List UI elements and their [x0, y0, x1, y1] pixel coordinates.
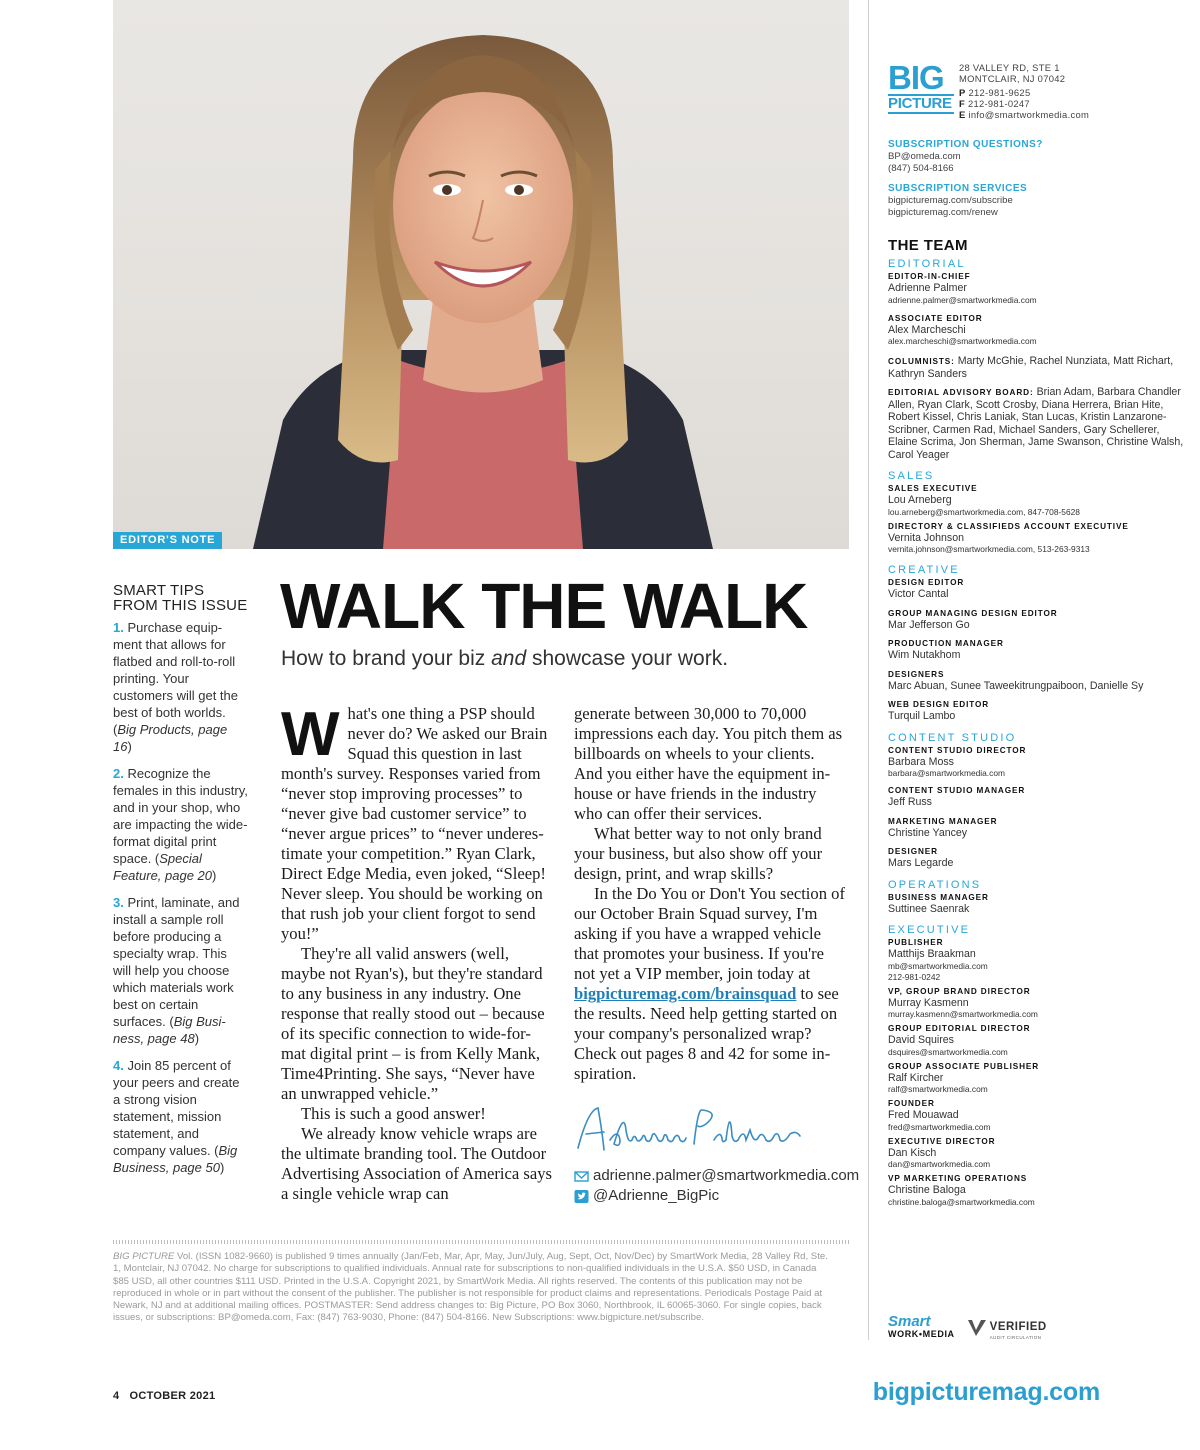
tip-close: )	[212, 868, 217, 883]
role: EDITORIAL ADVISORY BOARD:	[888, 388, 1034, 397]
address-line: 28 VALLEY RD, STE 1	[959, 62, 1060, 73]
role: MARKETING MANAGER	[888, 816, 998, 826]
section-operations: OPERATIONS	[888, 878, 982, 891]
renew-link[interactable]: bigpicturemag.com/renew	[888, 206, 998, 218]
body-column-1	[281, 700, 553, 1204]
tip-item	[113, 619, 248, 755]
email-label: E	[959, 109, 966, 120]
subscription-phone: (847) 504-8166	[888, 162, 954, 174]
fax-label: F	[959, 98, 966, 109]
person-name: Brian Adam, Barbara Chandler Allen, Ryan Clark, Scott Crosby, Diana Herrera, Brian Hite, Robert Kissel, Chris Laniak, Stan Lucas, Kristin Lanzarone-Scribner, Carmen Rad, Michael Sanders, Gary Schellerer, Elaine Scrima, Jon Sherman, Jame Swanson, Christine Walsh, Carol Yeager	[888, 386, 1184, 461]
tip-text: Join 85 percent of your peers and create a strong vision statement, mission statement, and company values. (	[113, 1058, 240, 1158]
tip-number: 2.	[113, 766, 124, 781]
section-content-studio: CONTENT STUDIO	[888, 731, 1017, 744]
body-text: In the Do You or Don't You section of our October Brain Squad survey, I'm asking if you have a wrapped vehicle that promotes your business. If you're not yet a VIP member, join today at	[574, 884, 845, 983]
editor-email[interactable]: adrienne.palmer@smartworkmedia.com	[593, 1167, 860, 1184]
phone-label: P	[959, 87, 966, 98]
body-text: to see the results. Need help getting started on your company's personalized wrap? Check out pages 8 and 42 for some in-spiration.	[574, 984, 839, 1083]
role: PUBLISHER	[888, 938, 944, 947]
dek	[281, 646, 728, 672]
envelope-icon	[574, 1170, 589, 1183]
dek-emphasis: and	[491, 647, 527, 670]
issue-date: OCTOBER 2021	[129, 1390, 216, 1402]
person-name: Alex Marcheschi	[888, 323, 966, 336]
body-paragraph	[281, 700, 553, 944]
person-name: Mar Jefferson Go	[888, 618, 970, 631]
role: VP, GROUP BRAND DIRECTOR	[888, 986, 1031, 996]
page-number: 4	[113, 1390, 120, 1402]
address-line: MONTCLAIR, NJ 07042	[959, 73, 1066, 84]
verified-logo	[967, 1317, 1047, 1340]
role: CONTENT STUDIO MANAGER	[888, 786, 1026, 795]
tip-reference: Big Business, page 50	[113, 1143, 238, 1175]
role: DESIGNERS	[888, 669, 945, 679]
role: SALES EXECUTIVE	[888, 484, 978, 493]
site-url[interactable]: bigpicturemag.com	[872, 1378, 1100, 1406]
section-sales: SALES	[888, 470, 935, 482]
person-email[interactable]: dsquires@smartworkmedia.com	[888, 1046, 1008, 1057]
subscription-email[interactable]: BP@omeda.com	[888, 151, 961, 162]
body-text: hat's one thing a PSP should never do? We asked our Brain Squad this question in last month's survey. Responses varied from “never stop improving processes” to “never give bad customer service” to “never argue prices” to “never underes-timate your competition.” Ryan Clark, Direct Edge Media, even joked, “Sleep! Never sleep. You should be working on that rush job your client forgot to send you!”	[281, 704, 548, 943]
role: FOUNDER	[888, 1099, 935, 1108]
tip-reference: Special Feature, page 20	[113, 851, 213, 883]
smart-tips-sidebar	[113, 583, 248, 1186]
body-paragraph: They're all valid answers (well, maybe not Ryan's), but they're standard to any business in any industry. One response that really stood out – because of its specific connection to wide-for-mat digital print – is from Kelly Mank, Time4Printing. She says, “Never have an unwrapped vehicle.”	[281, 944, 545, 1103]
legal-notice	[113, 1251, 833, 1325]
tip-close: )	[127, 739, 132, 754]
smart-tips-title: SMART TIPS FROM THIS ISSUE	[113, 582, 248, 614]
verified-check-icon	[967, 1319, 987, 1337]
person-email[interactable]: alex.marcheschi@smartworkmedia.com	[888, 336, 1037, 346]
body-paragraph	[574, 884, 846, 1084]
advisory-board	[888, 386, 1188, 461]
person-email[interactable]: christine.baloga@smartworkmedia.com	[888, 1196, 1035, 1207]
person-name: Turquil Lambo	[888, 710, 956, 722]
person-name: Vernita Johnson	[888, 531, 964, 544]
person-email[interactable]: fred@smartworkmedia.com	[888, 1121, 991, 1132]
legal-text: Vol. (ISSN 1082-9660) is published 9 times annually (Jan/Feb, Mar, Apr, May, Jun/July, Aug, Sept, Oct, Nov/Dec) by SmartWork Media, 28 Valley Rd, Ste. 1, Montclair, NJ 07042. No charge for subscriptions to qualified individuals. Annual rate for subscriptions to non-qualified individuals in the U.S.A. $50 USD, in Canada $85 USD, all other countries $111 USD. Printed in the U.S.A. Copyright 2021, by SmartWork Media. All rights reserved. The contents of this publication may not be reproduced in whole or in part without the consent of the publisher. The publisher is not responsible for product claims and representations. Periodicals Postage Paid at Newark, NJ and at additional mailing offices. POSTMASTER: Send address changes to: Big Picture, PO Box 3060, Northbrook, IL 60065-3060. For single copies, back issues, or subscriptions: BP@omeda.com, Fax: (847) 763-9030, Phone: (847) 504-8166. New Subscriptions: www.bigpicture.net/subscribe.	[113, 1251, 828, 1324]
tip-close: )	[219, 1160, 225, 1175]
team-list	[888, 237, 1188, 1208]
person-name: Ralf Kircher	[888, 1071, 944, 1084]
person-email[interactable]: mb@smartworkmedia.com	[888, 960, 988, 971]
page-folio	[113, 1390, 215, 1402]
dotted-divider	[113, 1240, 849, 1244]
masthead-divider	[868, 0, 869, 1340]
person-email[interactable]: lou.arneberg@smartworkmedia.com, 847-708-5628	[888, 506, 1080, 517]
logo-text: VERIFIED	[989, 1320, 1047, 1333]
portrait-illustration	[113, 0, 849, 549]
team-title: THE TEAM	[888, 237, 968, 254]
tip-number: 1.	[113, 620, 124, 635]
twitter-icon	[574, 1190, 589, 1203]
person-name: Jeff Russ	[888, 796, 932, 808]
logo-big: BIG	[888, 59, 944, 96]
drop-cap: W	[281, 700, 340, 769]
section-editorial: EDITORIAL	[888, 258, 966, 270]
legal-publication: BIG PICTURE	[113, 1251, 175, 1262]
section-creative: CREATIVE	[888, 564, 960, 576]
role: VP MARKETING OPERATIONS	[888, 1174, 1028, 1183]
body-column-2	[574, 704, 846, 1084]
logo-text: Smart	[888, 1313, 931, 1330]
body-paragraph: We already know vehicle wraps are the ultimate branding tool. The Outdoor Advertising Association of America says a single vehicle wrap can	[281, 1124, 552, 1203]
subscription-services-heading: SUBSCRIPTION SERVICES	[888, 183, 1028, 194]
dek-part: showcase your work.	[526, 647, 729, 670]
person-email[interactable]: vernita.johnson@smartworkmedia.com, 513-263-9313	[888, 544, 1090, 554]
person-email[interactable]: murray.kasmenn@smartworkmedia.com	[888, 1009, 1038, 1019]
tip-number: 4.	[113, 1058, 124, 1073]
headline: WALK THE WALK	[280, 570, 808, 642]
body-paragraph: generate between 30,000 to 70,000 impressions each day. You pitch them as billboards on wheels to your clients. And you either have the equipment in-house or have friends in the industry who can offer their services.	[574, 704, 843, 823]
twitter-row[interactable]	[574, 1186, 859, 1206]
person-email[interactable]: barbara@smartworkmedia.com	[888, 768, 1005, 778]
person-name: Dan Kisch	[888, 1146, 937, 1159]
dek-part: How to brand your biz	[281, 647, 492, 670]
tip-text: Recognize the females in this industry, and in your shop, who are impacting the wide-format digital print space. (	[113, 766, 248, 866]
section-executive: EXECUTIVE	[888, 924, 971, 936]
role: BUSINESS MANAGER	[888, 892, 989, 902]
role: EXECUTIVE DIRECTOR	[888, 1136, 996, 1146]
logo-picture: PICTURE	[888, 94, 954, 114]
person-email[interactable]: adrienne.palmer@smartworkmedia.com	[888, 294, 1037, 305]
person-name: Christine Yancey	[888, 826, 968, 839]
tip-text: Print, laminate, and install a sample roll before producing a specialty wrap. This will help you choose which materials work best on certain surfaces. (	[113, 895, 240, 1029]
person-name: Fred Mouawad	[888, 1109, 959, 1121]
role: PRODUCTION MANAGER	[888, 639, 1004, 648]
editor-twitter[interactable]: @Adrienne_BigPic	[593, 1187, 720, 1204]
person-email[interactable]: ralf@smartworkmedia.com	[888, 1084, 988, 1094]
person-name: Murray Kasmenn	[888, 996, 969, 1009]
fax: 212-981-0247	[967, 98, 1030, 109]
role: DIRECTORY & CLASSIFIEDS ACCOUNT EXECUTIVE	[888, 521, 1129, 531]
editor-contact	[574, 1166, 859, 1206]
person-name: Marty McGhie, Rachel Nunziata, Matt Richart, Kathryn Sanders	[888, 355, 1174, 380]
tip-close: )	[194, 1031, 200, 1046]
person-name: Lou Arneberg	[888, 494, 952, 506]
logo-subtext: AUDIT CIRCULATION	[989, 1334, 1042, 1340]
subscription-questions	[888, 138, 1188, 174]
tip-item	[113, 894, 248, 1047]
smartwork-media-logo	[888, 1313, 955, 1340]
tip-item	[113, 1057, 248, 1176]
tip-reference: Big Busi-ness, page 48	[113, 1014, 226, 1046]
role: GROUP ASSOCIATE PUBLISHER	[888, 1061, 1040, 1071]
role: COLUMNISTS:	[888, 357, 955, 366]
person-name: Suttinee Saenrak	[888, 902, 970, 915]
phone: 212-981-9625	[968, 87, 1031, 98]
role: DESIGNER	[888, 847, 938, 856]
person-name: Barbara Moss	[888, 755, 954, 768]
columnists	[888, 355, 1188, 380]
person-name: Adrienne Palmer	[888, 282, 967, 294]
masthead-email[interactable]: info@smartworkmedia.com	[968, 109, 1090, 120]
person-name: Mars Legarde	[888, 857, 954, 869]
person-email[interactable]: dan@smartworkmedia.com	[888, 1159, 991, 1169]
person-name: Wim Nutakhom	[888, 649, 961, 661]
tip-reference: Big Products, page 16	[113, 722, 228, 754]
role: DESIGN EDITOR	[888, 578, 965, 587]
tip-item	[113, 765, 248, 884]
role: ASSOCIATE EDITOR	[888, 313, 983, 323]
role: GROUP EDITORIAL DIRECTOR	[888, 1024, 1031, 1033]
signature-image	[574, 1100, 804, 1160]
person-name: Christine Baloga	[888, 1184, 966, 1196]
subscription-services	[888, 182, 1188, 218]
person-name: David Squires	[888, 1034, 954, 1046]
body-paragraph: What better way to not only brand your business, but also show off your design, print, and wrap skills?	[574, 824, 823, 883]
masthead-address	[959, 62, 1089, 120]
role: GROUP MANAGING DESIGN EDITOR	[888, 608, 1058, 618]
role: CONTENT STUDIO DIRECTOR	[888, 745, 1027, 755]
person-name: Marc Abuan, Sunee Taweekitrungpaiboon, Danielle Sy	[888, 679, 1144, 692]
person-name: Victor Cantal	[888, 588, 949, 600]
subscribe-link[interactable]: bigpicturemag.com/subscribe	[888, 195, 1013, 206]
brainsquad-link[interactable]: bigpicturemag.com/brainsquad	[574, 984, 797, 1003]
editors-note-tag: EDITOR'S NOTE	[113, 532, 222, 549]
email-row[interactable]	[574, 1166, 859, 1186]
role: EDITOR-IN-CHIEF	[888, 272, 971, 281]
role: WEB DESIGN EDITOR	[888, 700, 990, 709]
editor-photo	[113, 0, 849, 549]
subscription-questions-heading: SUBSCRIPTION QUESTIONS?	[888, 139, 1043, 150]
person-phone: 212-981-0242	[888, 971, 941, 982]
body-paragraph: This is such a good answer!	[301, 1104, 486, 1123]
tip-text: Purchase equip-ment that allows for flatbed and roll-to-roll printing. Your customers will get the best of both worlds. (	[113, 620, 238, 737]
big-picture-logo	[888, 59, 954, 120]
tip-number: 3.	[113, 895, 124, 910]
person-name: Matthijs Braakman	[888, 948, 976, 960]
publisher-badges	[888, 1313, 1047, 1340]
logo-text: WORK•MEDIA	[888, 1329, 955, 1339]
